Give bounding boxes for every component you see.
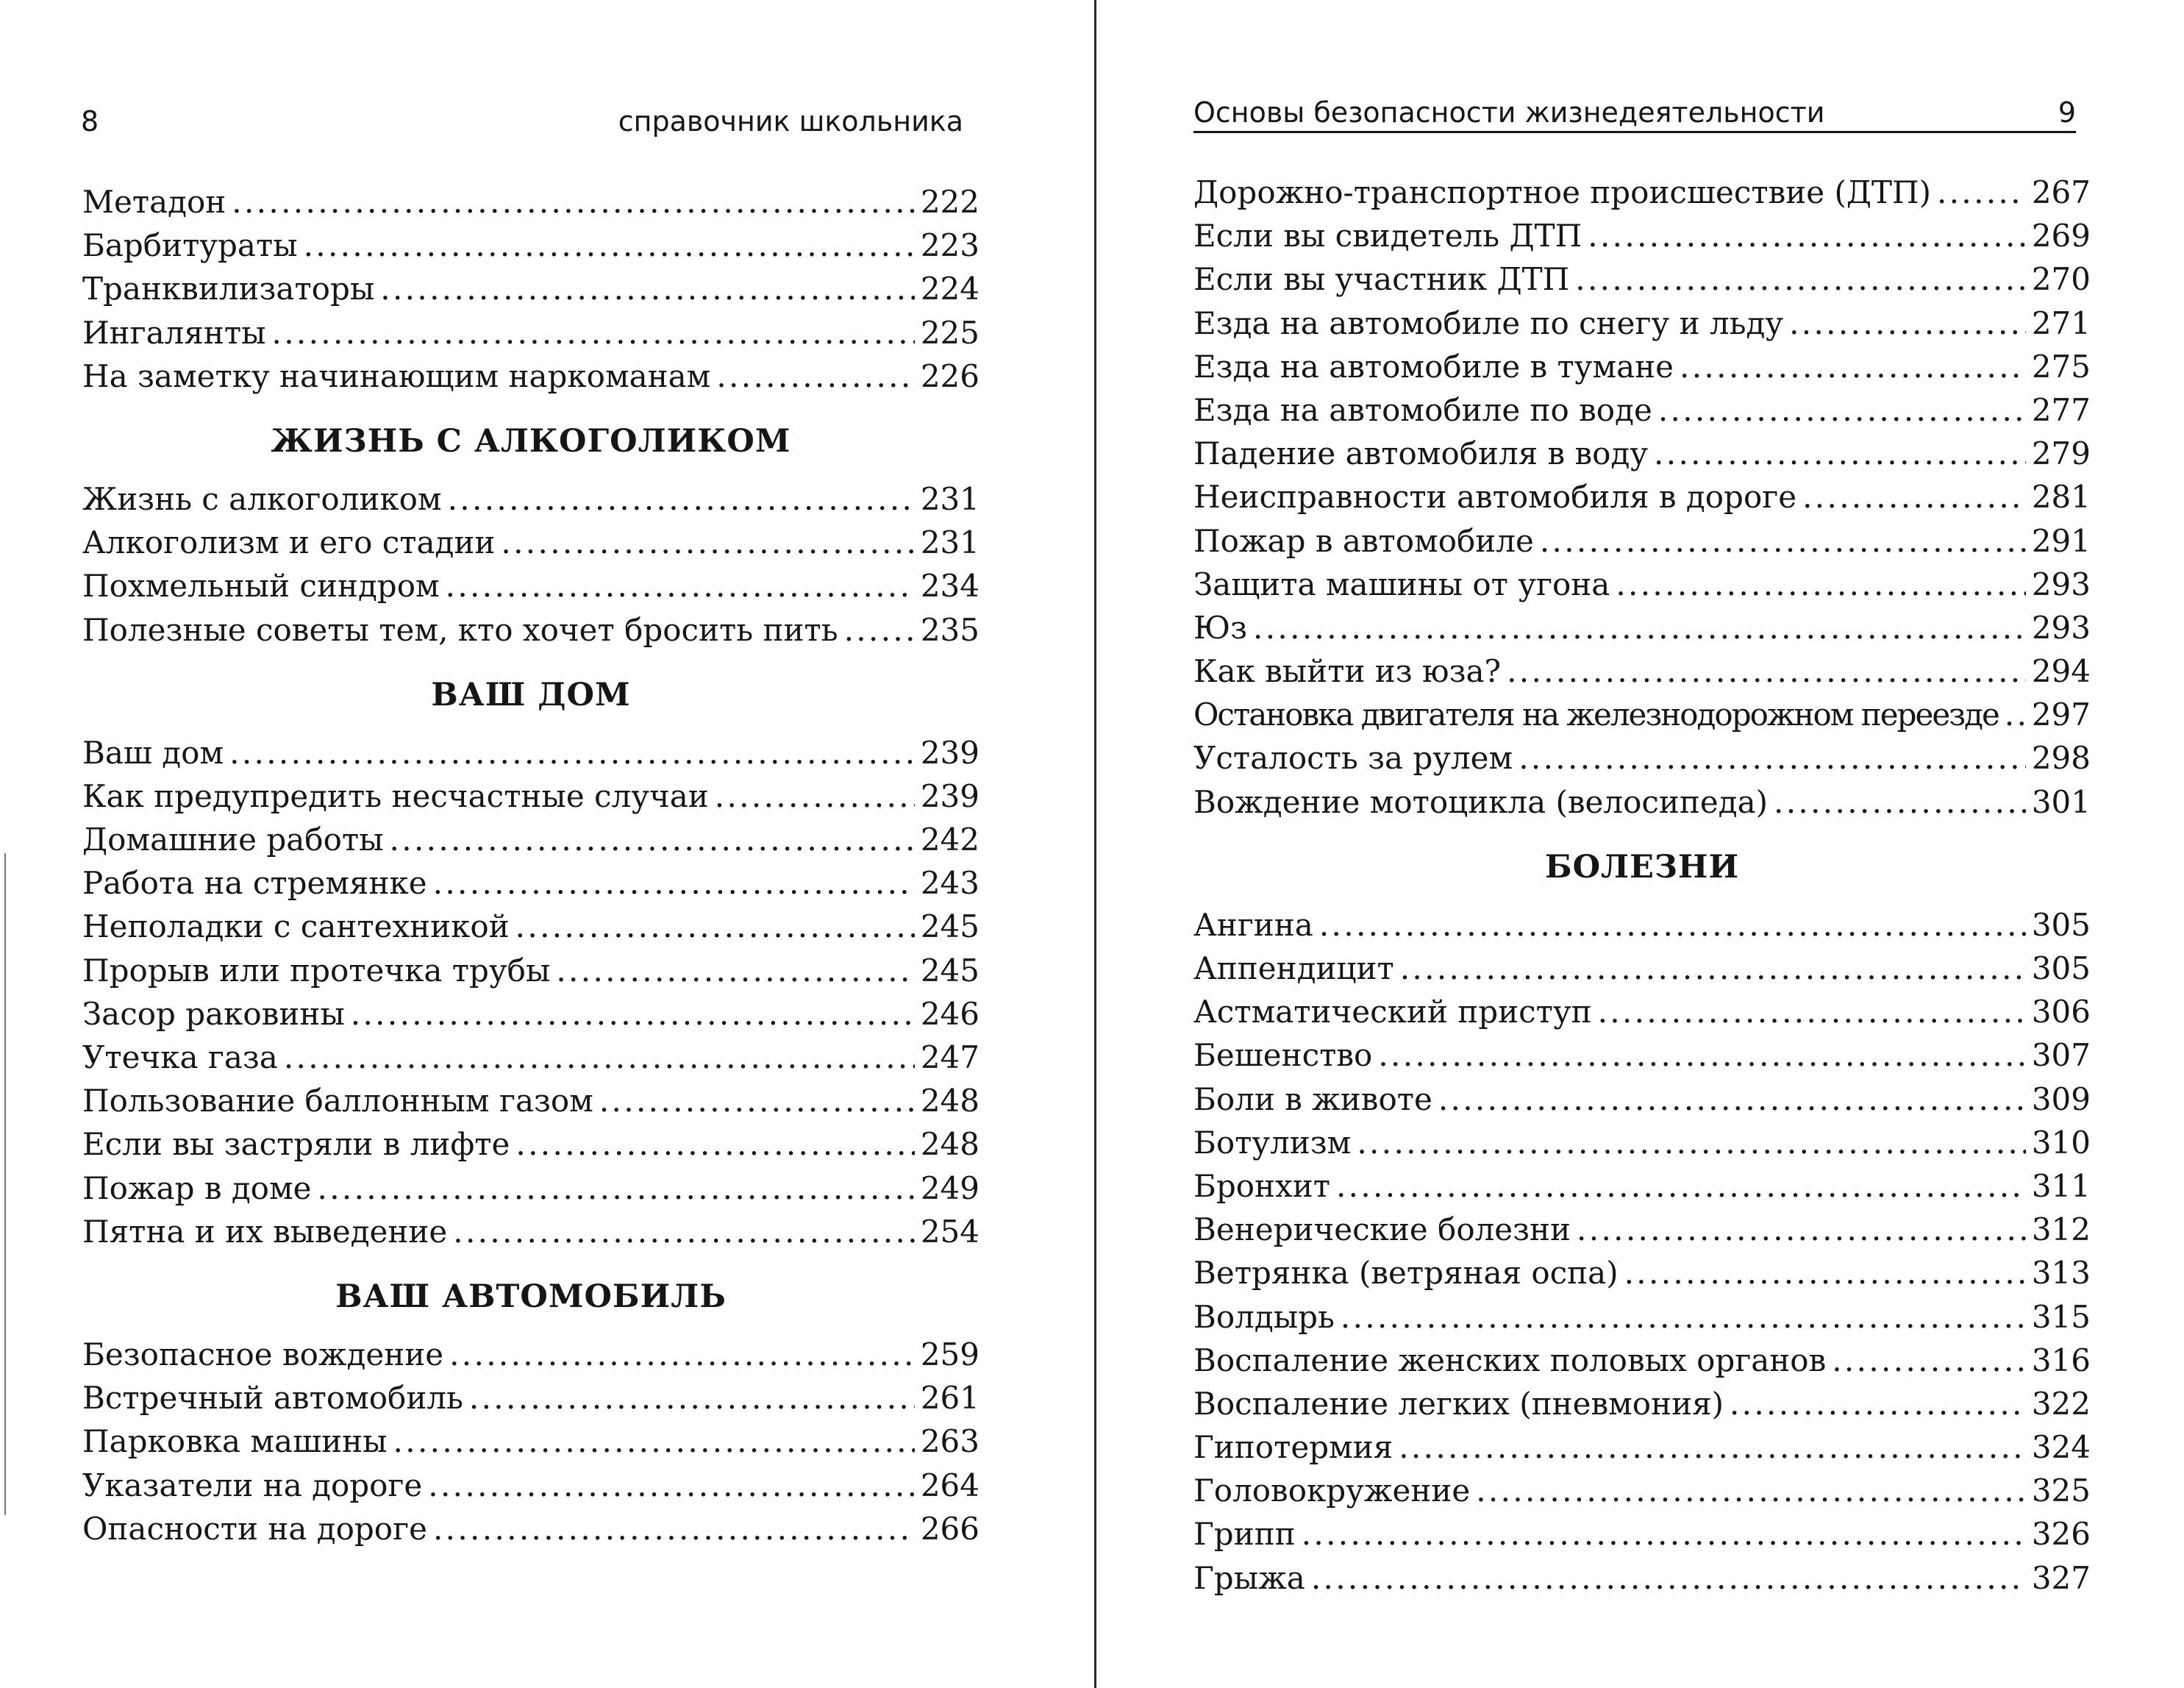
toc-entry[interactable] — [1193, 1208, 2091, 1251]
toc-entry-page-number: 267 — [2031, 174, 2091, 210]
toc-entry-label: Если вы участник ДТП — [1193, 261, 1570, 298]
toc-entry[interactable] — [82, 818, 979, 861]
toc-entry-label: Боли в животе — [1193, 1080, 1432, 1117]
left-running-head — [81, 104, 963, 138]
toc-entry-page-number: 279 — [2031, 435, 2091, 472]
dot-leader — [1253, 606, 2026, 649]
dot-leader — [1654, 432, 2026, 475]
toc-entry[interactable] — [1193, 649, 2091, 693]
dot-leader — [453, 1210, 915, 1253]
right-running-head — [1193, 96, 2076, 133]
dot-leader — [433, 1507, 915, 1550]
toc-entry[interactable] — [1193, 693, 2091, 736]
toc-entry-label: Головокружение — [1193, 1472, 1471, 1509]
toc-entry-label: Пожар в автомобиле — [1193, 522, 1534, 559]
toc-entry-page-number: 239 — [920, 734, 979, 771]
toc-entry-page-number: 243 — [920, 865, 979, 902]
dot-leader — [1399, 1425, 2026, 1469]
dot-leader — [1588, 214, 2026, 257]
dot-leader — [1789, 302, 2026, 345]
toc-entry-label: Ботулизм — [1193, 1124, 1352, 1161]
toc-entry-label: Утечка газа — [82, 1039, 278, 1075]
toc-entry-label: Вождение мотоцикла (велосипеда) — [1193, 783, 1768, 820]
dot-leader — [1319, 903, 2026, 947]
toc-entry-page-number: 311 — [2031, 1167, 2091, 1204]
toc-entry-page-number: 271 — [2031, 305, 2091, 341]
section-title: ВАШ АВТОМОБИЛЬ — [335, 1278, 727, 1315]
right-page-number: 9 — [2058, 96, 2076, 129]
dot-leader — [1519, 736, 2026, 780]
toc-entry-label: Работа на стремянке — [82, 865, 427, 902]
dot-leader — [1575, 257, 2026, 301]
toc-entry-page-number: 312 — [2031, 1211, 2091, 1248]
toc-entry[interactable] — [82, 1079, 979, 1122]
toc-entry-label: Аппендицит — [1193, 950, 1394, 986]
toc-entry-page-number: 305 — [2031, 950, 2091, 986]
toc-entry[interactable] — [1193, 1295, 2091, 1339]
toc-entry[interactable] — [82, 861, 979, 905]
dot-leader — [449, 1333, 915, 1376]
toc-entry[interactable] — [82, 224, 979, 267]
toc-entry-page-number: 231 — [920, 524, 979, 561]
toc-entry[interactable] — [1193, 947, 2091, 990]
dot-leader — [1507, 649, 2026, 693]
toc-entry-page-number: 263 — [920, 1423, 979, 1460]
toc-entry[interactable] — [1193, 990, 2091, 1033]
dot-leader — [393, 1420, 915, 1463]
dot-leader — [599, 1079, 915, 1122]
toc-entry-label: Как выйти из юза? — [1193, 653, 1502, 690]
toc-entry[interactable] — [82, 1210, 979, 1253]
toc-entry[interactable] — [82, 608, 979, 652]
toc-entry-page-number: 234 — [920, 568, 979, 605]
toc-entry-label: Волдырь — [1193, 1298, 1335, 1335]
dot-leader — [716, 355, 914, 398]
toc-entry[interactable] — [82, 1167, 979, 1210]
dot-leader — [1438, 1078, 2026, 1121]
dot-leader — [515, 905, 915, 948]
toc-entry-page-number: 231 — [920, 480, 979, 517]
dot-leader — [1624, 1251, 2026, 1295]
dot-leader — [1311, 1556, 2026, 1600]
dot-leader — [715, 774, 915, 818]
toc-entry-page-number: 327 — [2031, 1559, 2091, 1596]
toc-entry[interactable] — [1193, 1425, 2091, 1469]
toc-entry[interactable] — [82, 1122, 979, 1166]
right-page — [1096, 0, 2184, 1688]
toc-entry[interactable] — [1193, 214, 2091, 257]
dot-leader — [1832, 1339, 2026, 1382]
toc-entry[interactable] — [82, 477, 979, 521]
dot-leader — [1400, 947, 2026, 990]
dot-leader — [844, 608, 915, 652]
dot-leader — [1302, 1512, 2026, 1556]
toc-entry-page-number: 239 — [920, 777, 979, 814]
section-title: ЖИЗНЬ С АЛКОГОЛИКОМ — [271, 422, 791, 460]
toc-entry[interactable] — [82, 774, 979, 818]
toc-entry[interactable] — [82, 180, 979, 224]
toc-entry-label: Транквилизаторы — [82, 271, 375, 307]
toc-entry-page-number: 316 — [2031, 1342, 2091, 1378]
toc-entry-page-number: 306 — [2031, 994, 2091, 1030]
dot-leader — [433, 861, 915, 905]
toc-entry[interactable] — [82, 1036, 979, 1079]
toc-entry-page-number: 294 — [2031, 653, 2091, 690]
toc-entry-label: Метадон — [82, 184, 226, 220]
toc-entry-label: Бронхит — [1193, 1167, 1330, 1204]
right-table-of-contents — [1193, 171, 2091, 1600]
toc-entry[interactable] — [1193, 345, 2091, 388]
dot-leader — [515, 1122, 914, 1166]
toc-entry-page-number: 249 — [920, 1169, 979, 1206]
toc-entry-page-number: 248 — [920, 1083, 979, 1119]
dot-leader — [1540, 519, 2026, 563]
toc-entry-label: Падение автомобиля в воду — [1193, 435, 1649, 472]
dot-leader — [1476, 1469, 2026, 1512]
toc-entry[interactable] — [1193, 1382, 2091, 1425]
dot-leader — [232, 180, 915, 224]
toc-entry-label: Ангина — [1193, 906, 1313, 943]
dot-leader — [1577, 1208, 2026, 1251]
left-table-of-contents — [82, 180, 979, 1550]
toc-entry-page-number: 225 — [920, 314, 979, 351]
toc-entry[interactable] — [1193, 606, 2091, 649]
toc-entry-label: Опасности на дороге — [82, 1510, 427, 1547]
toc-entry-page-number: 326 — [2031, 1516, 2091, 1553]
toc-entry-page-number: 301 — [2031, 783, 2091, 820]
toc-entry[interactable] — [1193, 1033, 2091, 1077]
toc-entry-label: Воспаление легких (пневмония) — [1193, 1385, 1724, 1422]
dot-leader — [1378, 1033, 2026, 1077]
toc-entry[interactable] — [1193, 1078, 2091, 1121]
toc-entry-label: Неполадки с сантехникой — [82, 908, 510, 945]
toc-entry-page-number: 293 — [2031, 566, 2091, 602]
toc-entry-page-number: 293 — [2031, 609, 2091, 646]
toc-entry-label: Парковка машины — [82, 1423, 388, 1460]
toc-entry-label: Ваш дом — [82, 734, 224, 771]
right-running-title: Основы безопасности жизнедеятельности — [1193, 96, 1825, 129]
dot-leader — [1336, 1164, 2026, 1208]
toc-entry-page-number: 222 — [920, 184, 979, 220]
left-page-number: 8 — [81, 105, 99, 138]
section-title: ВАШ ДОМ — [431, 676, 631, 713]
toc-entry[interactable] — [1193, 736, 2091, 780]
toc-entry-page-number: 245 — [920, 908, 979, 945]
toc-entry-page-number: 223 — [920, 227, 979, 264]
toc-entry[interactable] — [82, 1420, 979, 1463]
toc-entry-page-number: 245 — [920, 952, 979, 989]
toc-entry[interactable] — [82, 355, 979, 398]
toc-entry-page-number: 281 — [2031, 479, 2091, 516]
toc-entry[interactable] — [82, 1507, 979, 1550]
toc-entry-page-number: 270 — [2031, 261, 2091, 298]
toc-entry-page-number: 246 — [920, 995, 979, 1032]
toc-entry-label: Засор раковины — [82, 995, 345, 1032]
toc-entry[interactable] — [82, 1464, 979, 1507]
toc-entry-label: Езда на автомобиле по воде — [1193, 391, 1652, 428]
toc-entry-label: Безопасное вождение — [82, 1336, 444, 1372]
dot-leader — [1616, 563, 2026, 606]
toc-entry-label: На заметку начинающим наркоманам — [82, 357, 711, 394]
toc-entry-label: Если вы свидетель ДТП — [1193, 218, 1582, 254]
dot-leader — [284, 1036, 915, 1079]
toc-entry-label: Если вы застряли в лифте — [82, 1126, 510, 1163]
section-title: БОЛЕЗНИ — [1544, 848, 1740, 886]
toc-entry-label: Пятна и их выведение — [82, 1213, 448, 1250]
dot-leader — [1680, 345, 2026, 388]
toc-entry[interactable] — [1193, 519, 2091, 563]
toc-entry[interactable] — [82, 1333, 979, 1376]
toc-entry-page-number: 277 — [2031, 391, 2091, 428]
toc-entry[interactable] — [1193, 475, 2091, 519]
toc-entry-label: Юз — [1193, 609, 1248, 646]
toc-entry-label: Дорожно-транспортное происшествие (ДТП) — [1193, 174, 1932, 210]
dot-leader — [1802, 475, 2026, 519]
toc-entry-label: Похмельный синдром — [82, 568, 440, 605]
toc-entry-label: Защита машины от угона — [1193, 566, 1610, 602]
toc-entry-label: Полезные советы тем, кто хочет бросить пить — [82, 611, 838, 648]
toc-entry[interactable] — [1193, 1556, 2091, 1600]
toc-entry[interactable] — [82, 564, 979, 608]
left-running-title: справочник школьника — [618, 105, 963, 138]
toc-entry[interactable] — [1193, 1251, 2091, 1295]
toc-entry-label: Указатели на дороге — [82, 1467, 423, 1503]
toc-entry[interactable] — [1193, 388, 2091, 432]
toc-entry-page-number: 248 — [920, 1126, 979, 1163]
toc-entry-label: Гипотермия — [1193, 1429, 1393, 1466]
dot-leader — [390, 818, 915, 861]
toc-entry-label: Грипп — [1193, 1516, 1296, 1553]
toc-entry-page-number: 261 — [920, 1380, 979, 1417]
toc-entry-page-number: 242 — [920, 822, 979, 858]
toc-entry-label: Пожар в доме — [82, 1169, 312, 1206]
dot-leader — [2005, 693, 2026, 736]
toc-entry[interactable] — [1193, 1469, 2091, 1512]
toc-entry-page-number: 297 — [2031, 697, 2091, 733]
toc-entry-label: Венерические болезни — [1193, 1211, 1571, 1248]
toc-entry[interactable] — [82, 905, 979, 948]
dot-leader — [1658, 388, 2026, 432]
toc-entry-label: Домашние работы — [82, 822, 384, 858]
toc-entry[interactable] — [1193, 1164, 2091, 1208]
toc-entry-page-number: 254 — [920, 1213, 979, 1250]
toc-entry-page-number: 322 — [2031, 1385, 2091, 1422]
dot-leader — [272, 311, 915, 355]
toc-entry-page-number: 305 — [2031, 906, 2091, 943]
toc-entry-page-number: 325 — [2031, 1472, 2091, 1509]
toc-entry[interactable] — [1193, 1121, 2091, 1164]
toc-entry[interactable] — [1193, 302, 2091, 345]
dot-leader — [1730, 1382, 2026, 1425]
dot-leader — [351, 992, 915, 1036]
toc-entry[interactable] — [82, 311, 979, 355]
toc-entry-page-number: 235 — [920, 611, 979, 648]
toc-entry-page-number: 307 — [2031, 1037, 2091, 1074]
toc-entry-label: Остановка двигателя на железнодорожном переезде — [1193, 697, 1999, 733]
toc-entry[interactable] — [1193, 903, 2091, 947]
toc-entry[interactable] — [82, 267, 979, 310]
toc-entry-page-number: 275 — [2031, 348, 2091, 385]
toc-entry-page-number: 324 — [2031, 1429, 2091, 1466]
toc-entry-label: Астматический приступ — [1193, 994, 1592, 1030]
dot-leader — [1341, 1295, 2026, 1339]
toc-entry-label: Ветрянка (ветряная оспа) — [1193, 1255, 1619, 1292]
toc-entry-page-number: 226 — [920, 357, 979, 394]
toc-entry[interactable] — [1193, 432, 2091, 475]
toc-entry[interactable] — [82, 1376, 979, 1420]
toc-entry-label: Как предупредить несчастные случаи — [82, 777, 709, 814]
dot-leader — [318, 1167, 915, 1210]
toc-entry-page-number: 313 — [2031, 1255, 2091, 1292]
dot-leader — [1937, 171, 2026, 214]
toc-entry-page-number: 309 — [2031, 1080, 2091, 1117]
dot-leader — [1774, 780, 2026, 824]
dot-leader — [448, 477, 915, 521]
toc-entry[interactable] — [82, 731, 979, 774]
toc-entry-page-number: 269 — [2031, 218, 2091, 254]
dot-leader — [1598, 990, 2026, 1033]
toc-entry-label: Алкоголизм и его стадии — [82, 524, 496, 561]
toc-entry-page-number: 259 — [920, 1336, 979, 1372]
toc-entry-label: Барбитураты — [82, 227, 298, 264]
toc-entry[interactable] — [1193, 171, 2091, 214]
toc-entry-page-number: 224 — [920, 271, 979, 307]
toc-entry-page-number: 247 — [920, 1039, 979, 1075]
toc-entry-label: Жизнь с алкоголиком — [82, 480, 442, 517]
toc-entry[interactable] — [1193, 1512, 2091, 1556]
toc-entry-page-number: 310 — [2031, 1124, 2091, 1161]
toc-entry[interactable] — [82, 949, 979, 992]
toc-entry-label: Встречный автомобиль — [82, 1380, 463, 1417]
toc-entry[interactable] — [1193, 780, 2091, 824]
toc-entry[interactable] — [1193, 257, 2091, 301]
dot-leader — [304, 224, 915, 267]
toc-entry-page-number: 298 — [2031, 740, 2091, 777]
dot-leader — [428, 1464, 915, 1507]
toc-entry-label: Езда на автомобиле по снегу и льду — [1193, 305, 1784, 341]
toc-entry-page-number: 266 — [920, 1510, 979, 1547]
dot-leader — [501, 521, 914, 564]
toc-entry[interactable] — [1193, 563, 2091, 606]
toc-entry-label: Грыжа — [1193, 1559, 1305, 1596]
toc-entry-label: Усталость за рулем — [1193, 740, 1513, 777]
toc-entry-page-number: 291 — [2031, 522, 2091, 559]
dot-leader — [229, 731, 915, 774]
toc-entry-label: Бешенство — [1193, 1037, 1373, 1074]
dot-leader — [1357, 1121, 2025, 1164]
toc-entry[interactable] — [1193, 1339, 2091, 1382]
toc-entry-page-number: 315 — [2031, 1298, 2091, 1335]
toc-entry-label: Ингалянты — [82, 314, 266, 351]
toc-entry-label: Пользование баллонным газом — [82, 1083, 593, 1119]
dot-leader — [556, 949, 914, 992]
toc-entry-page-number: 264 — [920, 1467, 979, 1503]
toc-entry-label: Неисправности автомобиля в дороге — [1193, 479, 1797, 516]
toc-entry-label: Воспаление женских половых органов — [1193, 1342, 1827, 1378]
toc-entry[interactable] — [82, 521, 979, 564]
dot-leader — [380, 267, 915, 310]
toc-entry-label: Езда на автомобиле в тумане — [1193, 348, 1674, 385]
dot-leader — [469, 1376, 915, 1420]
toc-entry-label: Прорыв или протечка трубы — [82, 952, 551, 989]
toc-entry[interactable] — [82, 992, 979, 1036]
dot-leader — [446, 564, 915, 608]
